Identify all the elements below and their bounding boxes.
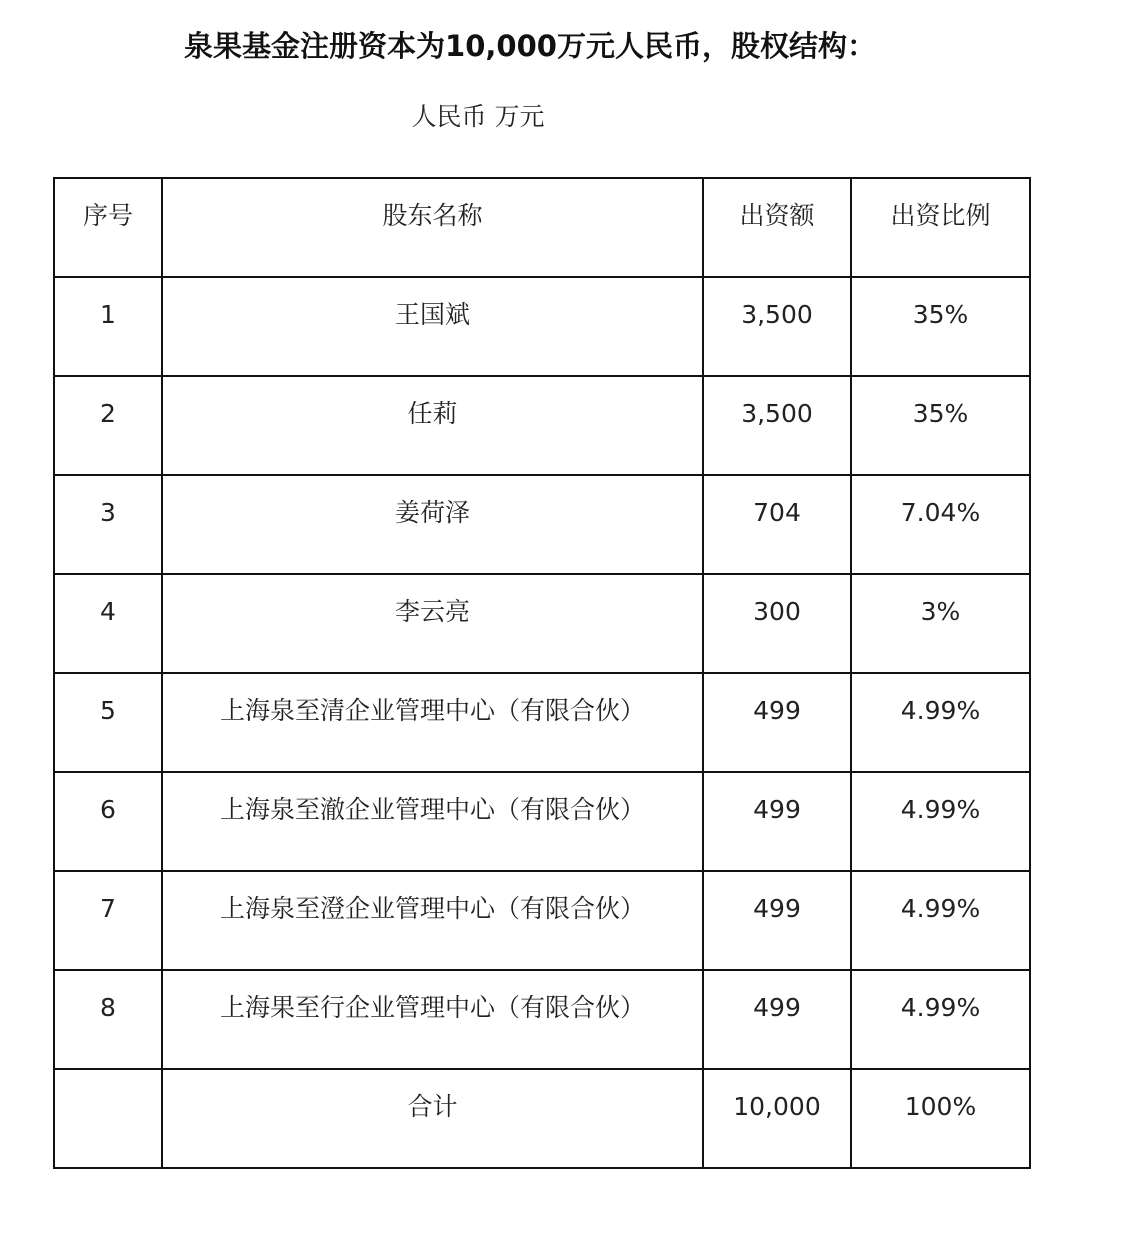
cell-capital-amount: 499 [703, 970, 851, 1069]
header-capital-ratio: 出资比例 [851, 178, 1030, 277]
table-header-row [54, 178, 1030, 277]
cell-total-label: 合计 [162, 1069, 703, 1168]
cell-capital-amount: 499 [703, 673, 851, 772]
cell-total-amount: 10,000 [703, 1069, 851, 1168]
cell-shareholder-name: 上海泉至澈企业管理中心（有限合伙） [162, 772, 703, 871]
table-row [54, 970, 1030, 1069]
cell-index: 3 [54, 475, 162, 574]
table-row [54, 376, 1030, 475]
cell-shareholder-name: 任莉 [162, 376, 703, 475]
header-capital-amount: 出资额 [703, 178, 851, 277]
currency-unit-label: 人民币 万元 [411, 102, 545, 131]
cell-index: 7 [54, 871, 162, 970]
cell-capital-amount: 704 [703, 475, 851, 574]
cell-index: 8 [54, 970, 162, 1069]
table-row [54, 772, 1030, 871]
shareholding-table [53, 177, 1031, 1169]
cell-index [54, 1069, 162, 1168]
cell-shareholder-name: 姜荷泽 [162, 475, 703, 574]
table-row [54, 574, 1030, 673]
table-row [54, 871, 1030, 970]
page-title: 泉果基金注册资本为10,000万元人民币，股权结构： [184, 29, 876, 63]
cell-capital-amount: 3,500 [703, 277, 851, 376]
cell-shareholder-name: 李云亮 [162, 574, 703, 673]
cell-total-ratio: 100% [851, 1069, 1030, 1168]
cell-capital-ratio: 4.99% [851, 772, 1030, 871]
cell-index: 1 [54, 277, 162, 376]
table-row [54, 277, 1030, 376]
cell-index: 4 [54, 574, 162, 673]
cell-index: 5 [54, 673, 162, 772]
header-index: 序号 [54, 178, 162, 277]
cell-shareholder-name: 上海泉至澄企业管理中心（有限合伙） [162, 871, 703, 970]
cell-shareholder-name: 上海泉至清企业管理中心（有限合伙） [162, 673, 703, 772]
cell-capital-ratio: 4.99% [851, 970, 1030, 1069]
cell-shareholder-name: 上海果至行企业管理中心（有限合伙） [162, 970, 703, 1069]
table-row [54, 475, 1030, 574]
cell-index: 2 [54, 376, 162, 475]
cell-capital-ratio: 3% [851, 574, 1030, 673]
header-shareholder-name: 股东名称 [162, 178, 703, 277]
cell-capital-amount: 499 [703, 772, 851, 871]
cell-capital-amount: 499 [703, 871, 851, 970]
cell-capital-amount: 3,500 [703, 376, 851, 475]
cell-capital-ratio: 35% [851, 277, 1030, 376]
cell-capital-amount: 300 [703, 574, 851, 673]
cell-capital-ratio: 4.99% [851, 871, 1030, 970]
cell-shareholder-name: 王国斌 [162, 277, 703, 376]
cell-index: 6 [54, 772, 162, 871]
cell-capital-ratio: 35% [851, 376, 1030, 475]
table-total-row [54, 1069, 1030, 1168]
cell-capital-ratio: 4.99% [851, 673, 1030, 772]
cell-capital-ratio: 7.04% [851, 475, 1030, 574]
table-row [54, 673, 1030, 772]
